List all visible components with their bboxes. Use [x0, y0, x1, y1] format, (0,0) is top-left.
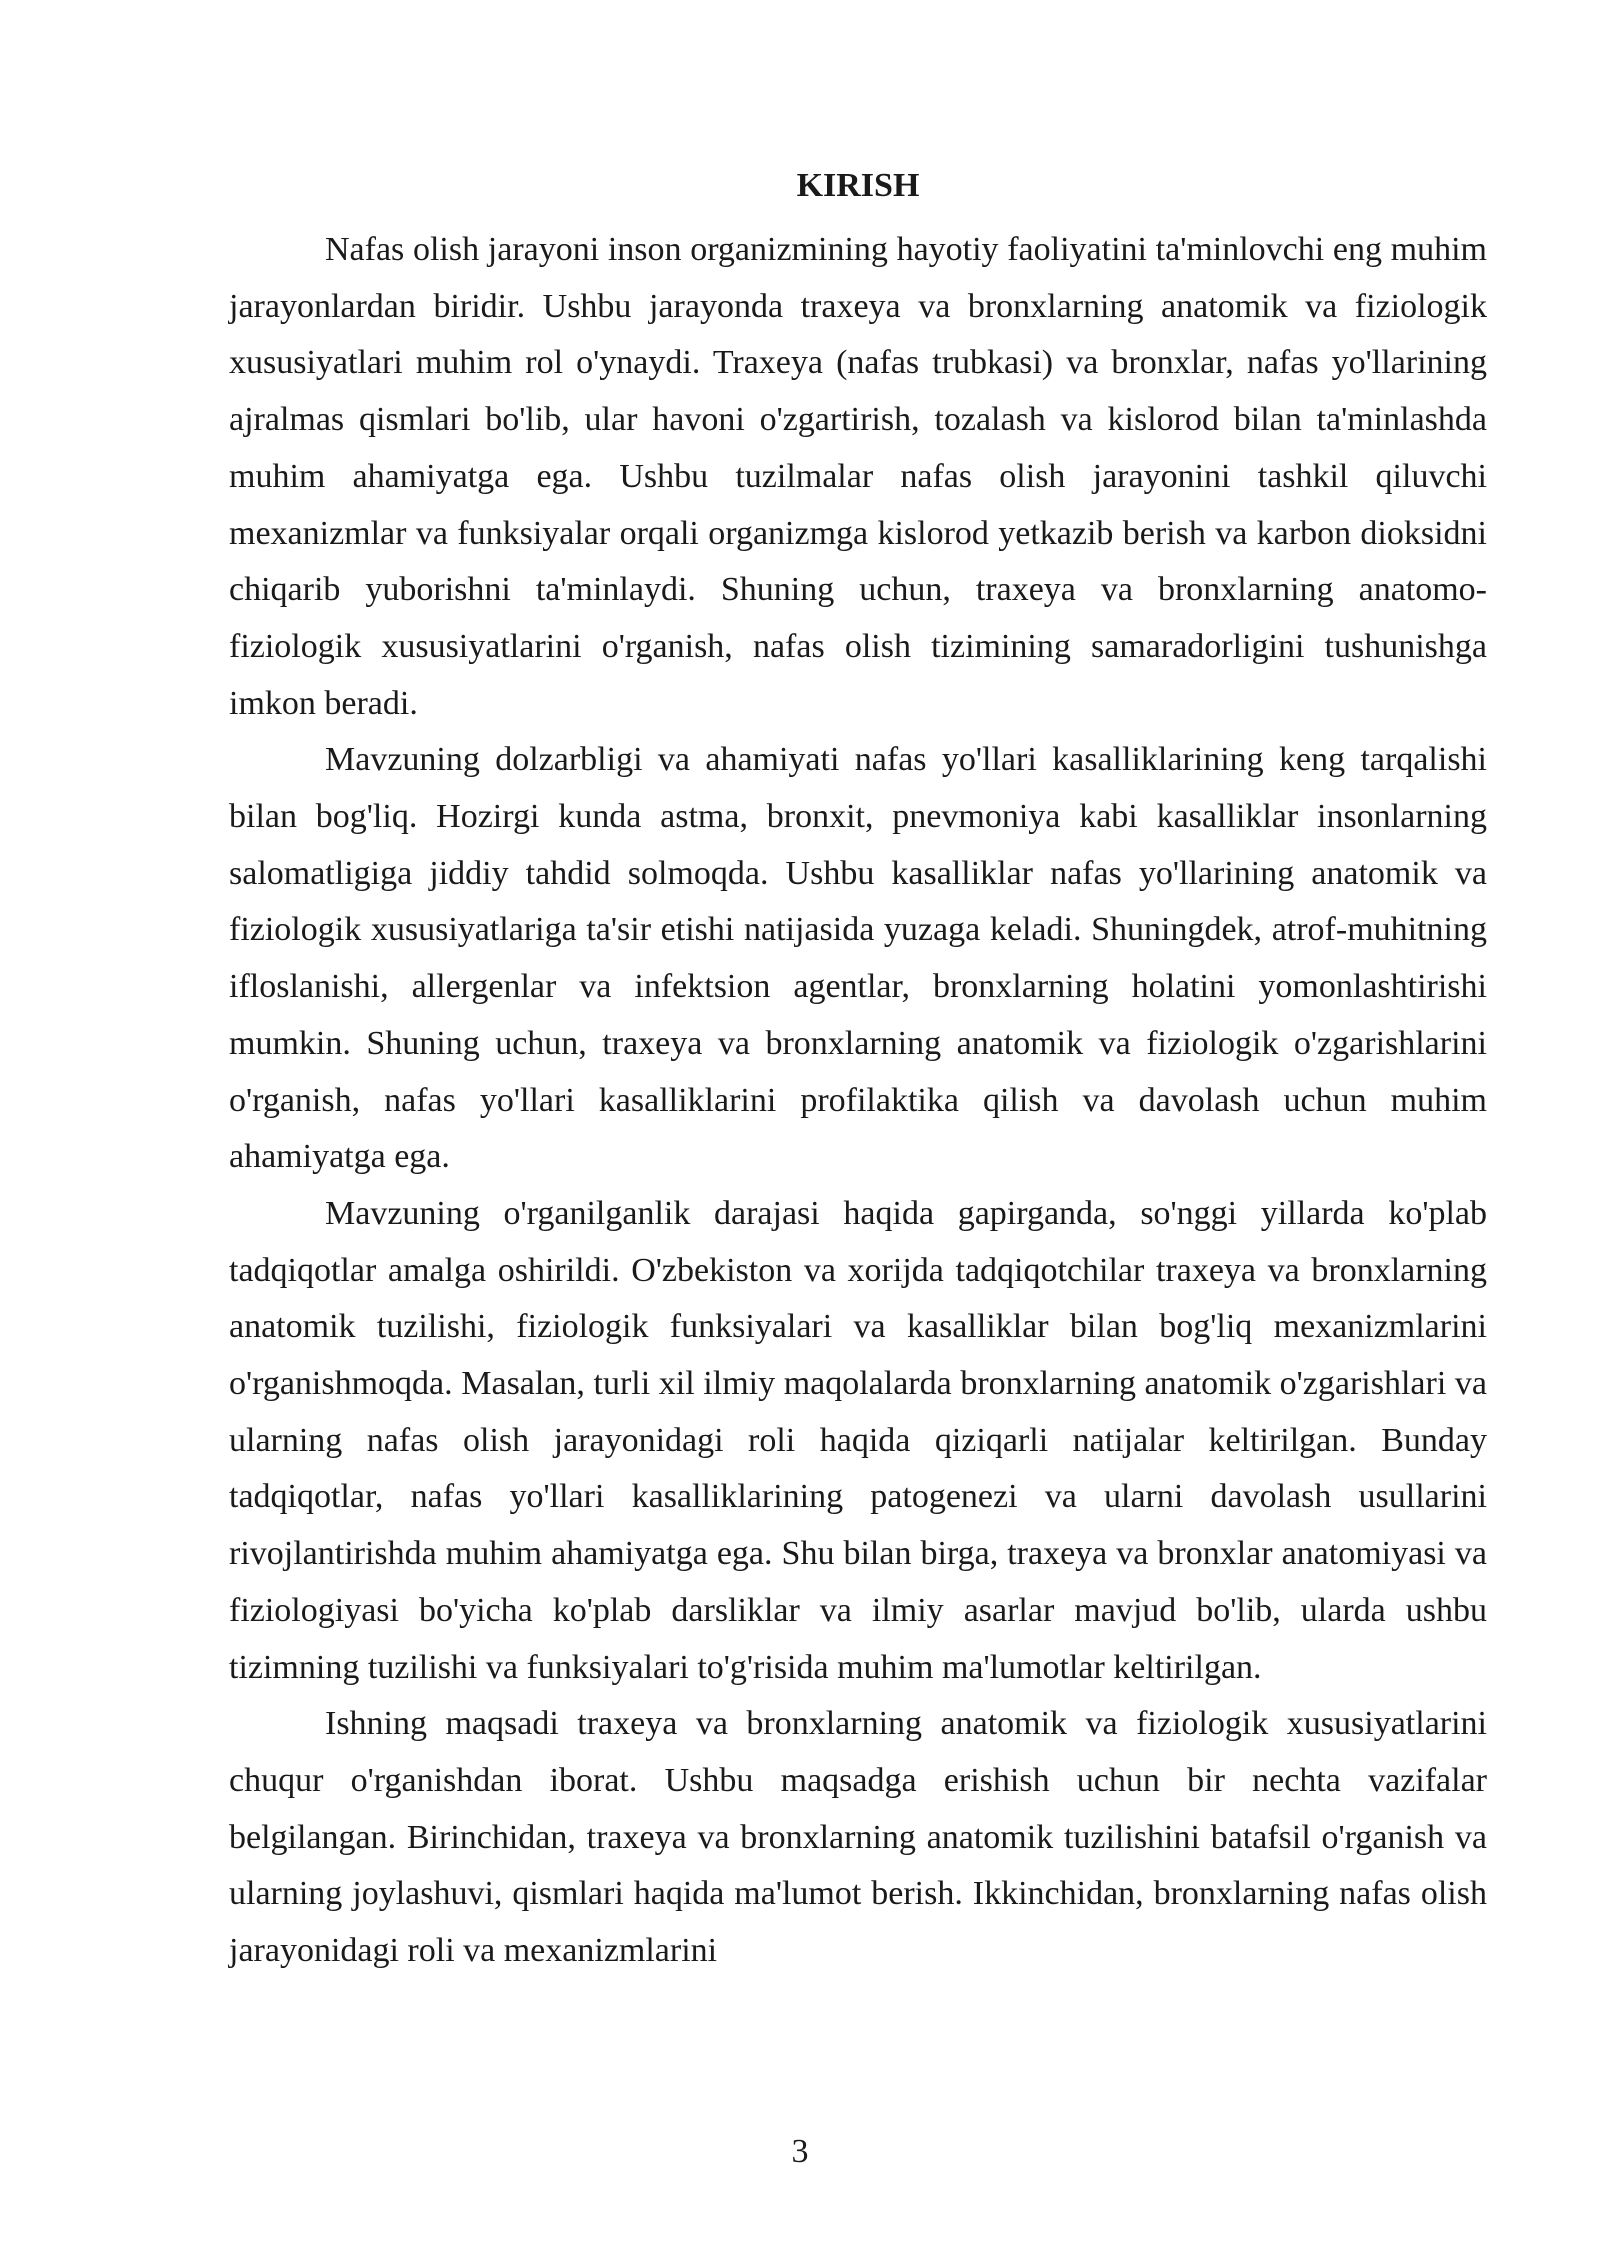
page-number: 3	[791, 2133, 809, 2170]
paragraph-research-level: Mavzuning o'rganilganlik darajasi haqida gapirganda, so'nggi yillarda ko'plab tadqiqotlar amalga oshirildi. O'zbekiston va xorijda tadqiqotchilar traxeya va bronxlarning anatomik tuzilishi, fiziologik funksiyalari va kasalliklar bilan bog'liq mexanizmlarini o'rganishmoqda. Masalan, turli xil ilmiy maqolalarda bronxlarning anatomik o'zgarishlari va ularning nafas olish jarayonidagi roli haqida qiziqarli natijalar keltirilgan. Bunday tadqiqotlar, nafas yo'llari kasalliklarining patogenezi va ularni davolash usullarini rivojlantirishda muhim ahamiyatga ega. Shu bilan birga, traxeya va bronxlar anatomiyasi va fiziologiyasi bo'yicha ko'plab darsliklar va ilmiy asarlar mavjud bo'lib, ularda ushbu tizimning tuzilishi va funksiyalari to'g'risida muhim ma'lumotlar keltirilgan.	[229, 1194, 1487, 1686]
section-title: KIRISH	[796, 167, 920, 204]
paragraph-goal: Ishning maqsadi traxeya va bronxlarning anatomik va fiziologik xususiyatlarini chuqur o'rganishdan iborat. Ushbu maqsadga erishish uchun bir nechta vazifalar belgilangan. Birinchidan, traxeya va bronxlarning anatomik tuzilishini batafsil o'rganish va ularning joylashuvi, qismlari haqida ma'lumot berish. Ikkinchidan, bronxlarning nafas olish jarayonidagi roli va mexanizmlarini	[229, 1705, 1487, 1970]
paragraph-relevance: Mavzuning dolzarbligi va ahamiyati nafas yo'llari kasalliklarining keng tarqalishi bilan bog'liq. Hozirgi kunda astma, bronxit, pnevmoniya kabi kasalliklar insonlarning salomatligiga jiddiy tahdid solmoqda. Ushbu kasalliklar nafas yo'llarining anatomik va fiziologik xususiyatlariga ta'sir etishi natijasida yuzaga keladi. Shuningdek, atrof-muhitning ifloslanishi, allergenlar va infektsion agentlar, bronxlarning holatini yomonlashtirishi mumkin. Shuning uchun, traxeya va bronxlarning anatomik va fiziologik o'zgarishlarini o'rganish, nafas yo'llari kasalliklarini profilaktika qilish va davolash uchun muhim ahamiyatga ega.	[229, 741, 1487, 1176]
paragraph-introduction: Nafas olish jarayoni inson organizmining hayotiy faoliyatini ta'minlovchi eng muhim jarayonlardan biridir. Ushbu jarayonda traxeya va bronxlarning anatomik va fiziologik xususiyatlari muhim rol o'ynaydi. Traxeya (nafas trubkasi) va bronxlar, nafas yo'llarining ajralmas qismlari bo'lib, ular havoni o'zgartirish, tozalash va kislorod bilan ta'minlashda muhim ahamiyatga ega. Ushbu tuzilmalar nafas olish jarayonini tashkil qiluvchi mexanizmlar va funksiyalar orqali organizmga kislorod yetkazib berish va karbon dioksidni chiqarib yuborishni ta'minlaydi. Shuning uchun, traxeya va bronxlarning anatomo-fiziologik xususiyatlarini o'rganish, nafas olish tizimining samaradorligini tushunishga imkon beradi.	[229, 231, 1487, 722]
page-content	[229, 162, 1487, 1980]
